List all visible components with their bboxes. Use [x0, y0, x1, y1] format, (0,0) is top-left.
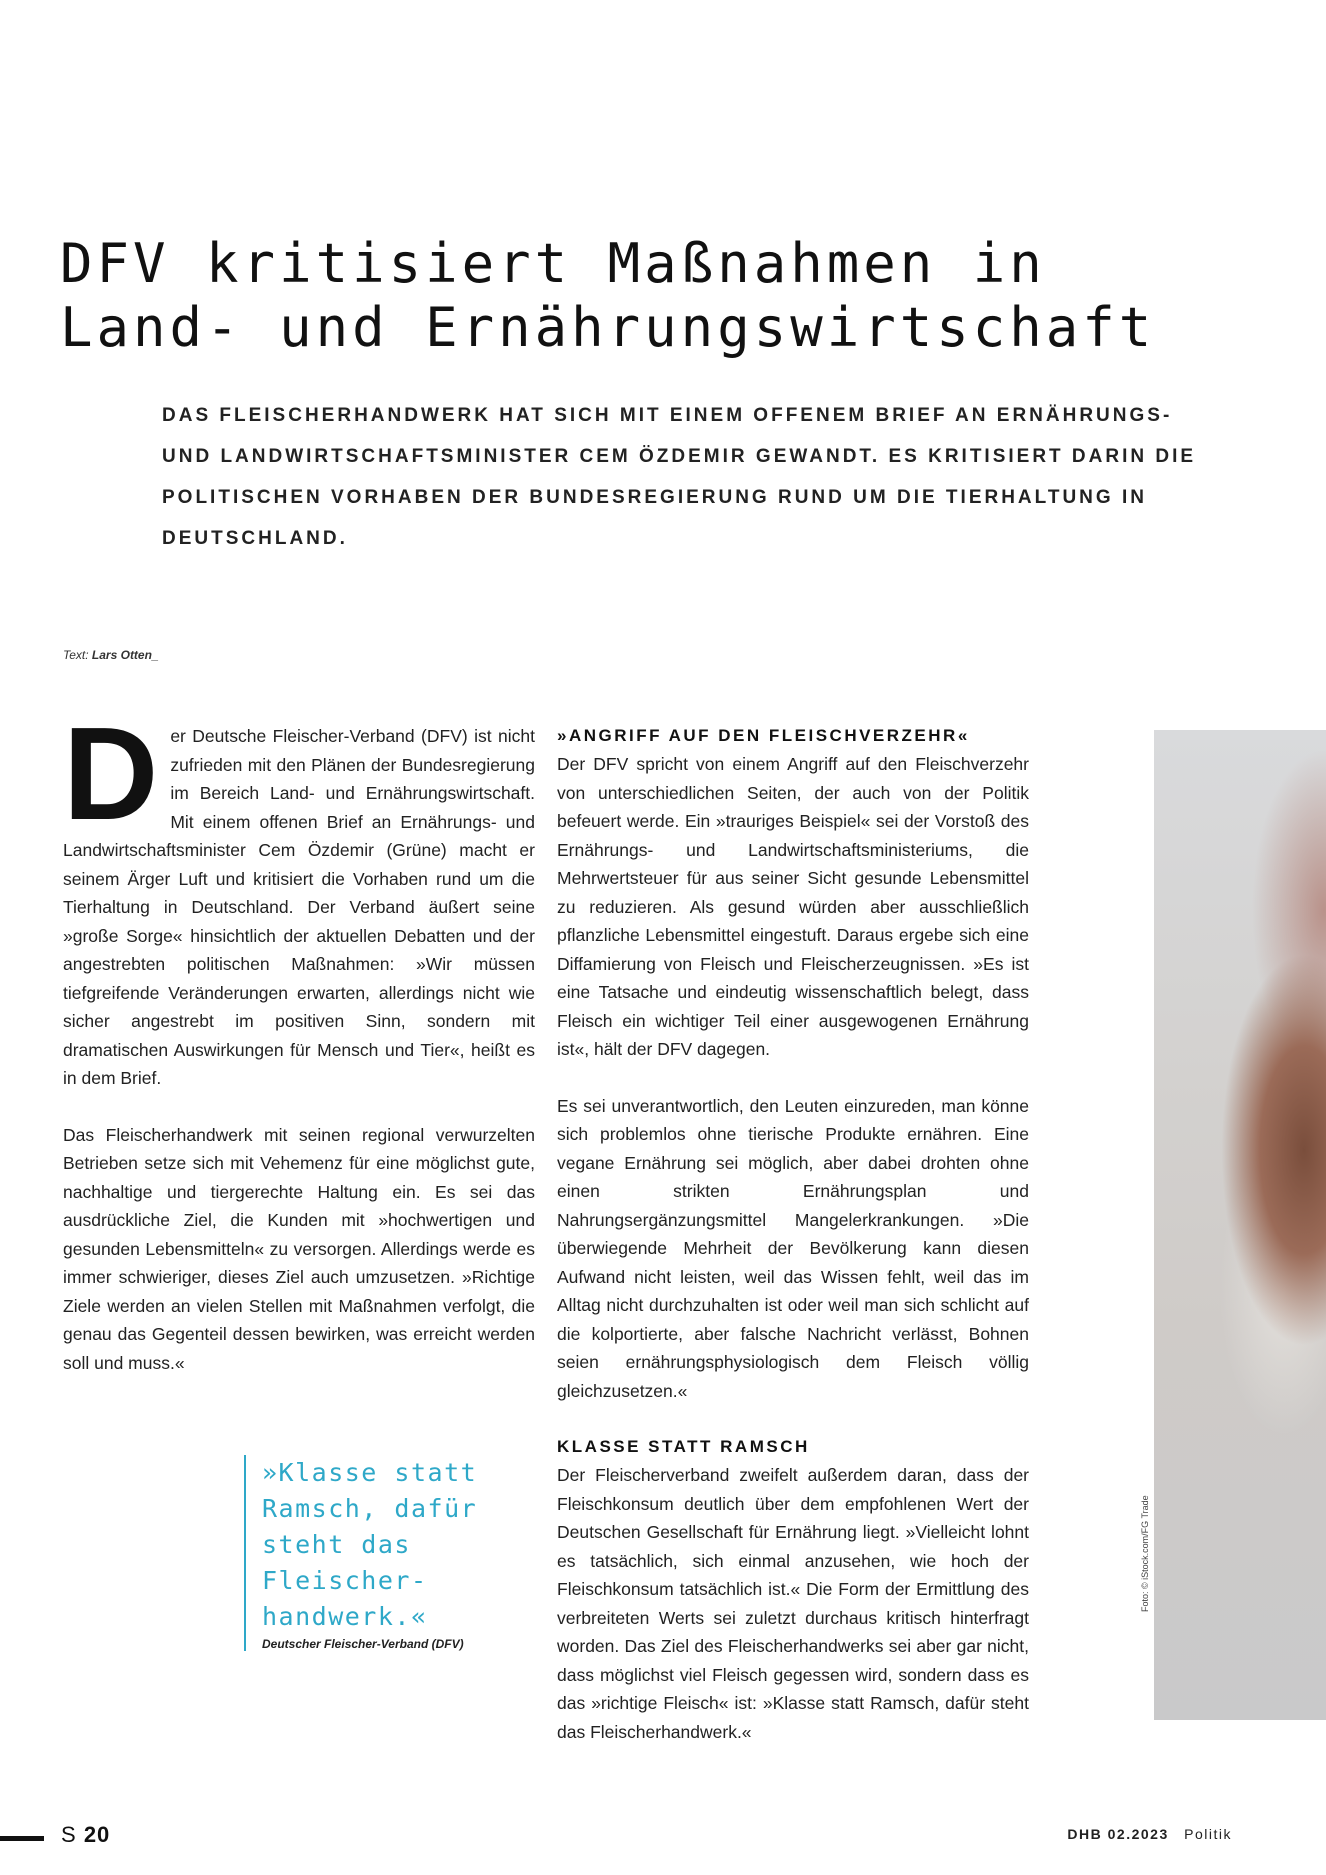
- left-paragraph-1: er Deutsche Fleischer-Verband (DFV) ist nicht zufrieden mit den Plänen der Bundesregierung im Bereich Land- und Ernährungswirtschaft. Mit einem offenen Brief an Ernährungs- und Landwirtschaftsminister Cem Özdemir (Grüne) macht er seinem Ärger Luft und kritisiert die Vorhaben rund um die Tierhaltung in Deutschland. Der Verband äußert seine »große Sorge« hinsichtlich der aktuellen Debatten und der angestrebten politischen Maßnahmen: »Wir müssen tiefgreifende Veränderungen erwarten, allerdings nicht wie sicher angestrebt im positiven Sinn, sondern mit dramatischen Auswirkungen für Mensch und Tier«, heißt es in dem Brief.: [63, 726, 535, 1088]
- byline-prefix: Text:: [63, 648, 89, 662]
- pull-quote-text: »Klasse statt Ramsch, dafür steht das Fleischer-handwerk.«: [262, 1458, 478, 1631]
- byline: [63, 648, 159, 662]
- page-prefix: S: [61, 1822, 77, 1847]
- right-column: [557, 722, 1029, 1774]
- title-line-1: DFV kritisiert Maßnahmen in: [60, 232, 1046, 295]
- issue-label: DHB 02.2023: [1067, 1826, 1169, 1842]
- right-paragraph-3: Der Fleischerverband zweifelt außerdem daran, dass der Fleischkonsum deutlich über dem empfohlenen Wert der Deutschen Gesellschaft für Ernährung liegt. »Vielleicht lohnt es tatsächlich, sich einmal anzusehen, wie hoch der Fleischkonsum tatsächlich ist.« Die Form der Ermittlung des verbreiteten Werts sei zuletzt durchaus kritisch hinterfragt worden. Das Ziel des Fleischerhandwerks sei aber gar nicht, dass möglichst viel Fleisch gegessen wird, sondern dass es das »richtige Fleisch« ist: »Klasse statt Ramsch, dafür steht das Fleischerhandwerk.«: [557, 1465, 1029, 1742]
- page-number-value: 20: [83, 1822, 111, 1847]
- subhead-angriff: »ANGRIFF AUF DEN FLEISCHVERZEHR«: [557, 726, 970, 745]
- byline-author: Lars Otten_: [91, 648, 159, 662]
- photo-credit: Foto: © iStock.com/FG Trade: [1140, 1495, 1150, 1612]
- footer-issue: [1067, 1826, 1232, 1842]
- article-lead: DAS FLEISCHERHANDWERK HAT SICH MIT EINEM OFFENEM BRIEF AN ERNÄHRUNGS- UND LANDWIRTSCHAFTSMINISTER CEM ÖZDEMIR GEWANDT. ES KRITISIERT DARIN DIE POLITISCHEN VORHABEN DER BUNDESREGIERUNG RUND UM DIE TIERHALTUNG IN DEUTSCHLAND.: [162, 405, 1197, 549]
- footer-rule: [0, 1836, 44, 1841]
- article-title: [60, 232, 1300, 360]
- right-paragraph-1: Der DFV spricht von einem Angriff auf den Fleischverzehr von unterschiedlichen Seiten, der auch von der Politik befeuert werde. Ein »trauriges Beispiel« sei der Vorstoß des Ernährungs- und Landwirtschaftsministeriums, die Mehrwertsteuer für aus seiner Sicht gesunde Lebensmittel zu reduzieren. Als gesund würden aber ausschließlich pflanzliche Lebensmittel eingestuft. Daraus ergebe sich eine Diffamierung von Fleisch und Fleischerzeugnissen. »Es ist eine Tatsache und eindeutig wissenschaftlich belegt, dass Fleisch ein wichtiger Teil einer ausgewogenen Ernährung ist«, hält der DFV dagegen.: [557, 754, 1029, 1059]
- pull-quote: [244, 1455, 522, 1651]
- left-column: [63, 700, 535, 1405]
- right-paragraph-2: Es sei unverantwortlich, den Leuten einzureden, man könne sich problemlos ohne tierische Produkte ernähren. Eine vegane Ernährung sei möglich, aber dabei drohten ohne einen strikten Ernährungsplan und Nahrungsergänzungsmittel Mangelerkrankungen. »Die überwiegende Mehrheit der Bevölkerung kann diesen Aufwand nicht leisten, weil das Wissen fehlt, weil das im Alltag nicht durchzuhalten ist oder weil man sich schlicht auf die kolportierte, aber falsche Nachricht verlässt, Bohnen seien ernährungsphysiologisch dem Fleisch völlig gleichzusetzen.«: [557, 1095, 1029, 1401]
- drop-cap: D: [63, 700, 159, 847]
- section-label: Politik: [1184, 1826, 1232, 1842]
- paragraph: [63, 700, 535, 1093]
- article-photo: [1154, 730, 1326, 1720]
- subhead-klasse: KLASSE STATT RAMSCH: [557, 1437, 810, 1456]
- left-paragraph-2: Das Fleischerhandwerk mit seinen regional verwurzelten Betrieben setze sich mit Vehemenz für eine möglichst gute, nachhaltige und tiergerechte Haltung ein. Es sei das ausdrückliche Ziel, die Kunden mit »hochwertigen und gesunden Lebensmitteln« zu versorgen. Allerdings werde es immer schwieriger, dieses Ziel auch umzusetzen. »Richtige Ziele werden an vielen Stellen mit Maßnahmen verfolgt, die genau das Gegenteil dessen bewirken, was erreicht werden soll und muss.«: [63, 1124, 535, 1373]
- pull-quote-source: Deutscher Fleischer-Verband (DFV): [262, 1637, 464, 1651]
- title-line-2: Land- und Ernährungswirtschaft: [60, 296, 1156, 359]
- page-number: [61, 1822, 110, 1848]
